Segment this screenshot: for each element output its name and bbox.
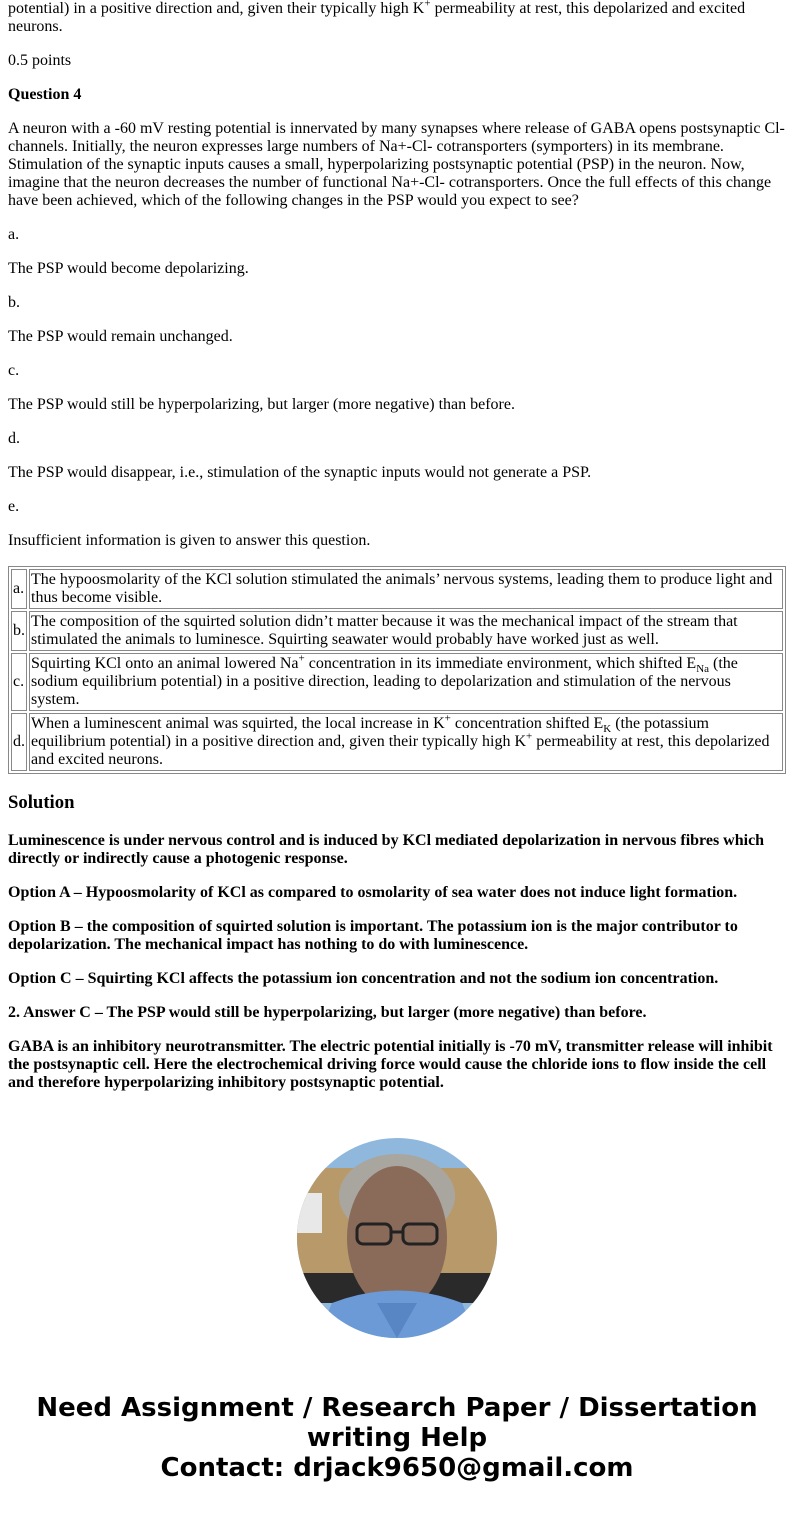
tutor-photo <box>297 1138 497 1338</box>
avatar <box>297 1138 497 1338</box>
question-text: A neuron with a -60 mV resting potential is innervated by many synapses where release of GABA opens postsynaptic Cl- channels. Initially, the neuron expresses large numbers of Na+-Cl- cotransporters (symporters) in its membrane. Stimulation of the synaptic inputs causes a small, hyperpolarizing postsynaptic potential (PSP) in the neuron. Now, imagine that the neuron decreases the number of functional Na+-Cl- cotransporters. Once the full effects of this change have been achieved, which of the following changes in the PSP would you expect to see? <box>8 120 785 209</box>
option-text-a: The PSP would become depolarizing. <box>8 260 249 277</box>
option-text-e: Insufficient information is given to answer this question. <box>8 532 371 549</box>
solution-section <box>8 792 786 1092</box>
option-letter-d: d. <box>8 430 20 447</box>
question-title: Question 4 <box>8 86 82 103</box>
points: 0.5 points <box>8 52 72 69</box>
table-row: b. The composition of the squirted solution didn’t matter because it was the mechanical impact of the stream that stimulated the animals to luminesce. Squirting seawater would probably have worked just as well. <box>11 611 783 651</box>
table-row: c. Squirting KCl onto an animal lowered Na+ concentration in its immediate environment, which shifted $E_{Na}$ (the sodium equilibrium potential) in a positive direction, leading to depolarization and stimulation of the nervous system. <box>11 653 783 711</box>
footer-contact: Need Assignment / Research Paper / Dissertation writing Help Contact: drjack9650@gmail.com <box>36 1393 758 1483</box>
table-row: d. When a luminescent animal was squirted, the local increase in K+ concentration shifted $E_K$ (the potassium equilibrium potential) in a positive direction and, given their typically high K+ permeability at rest, this depolarized and excited neurons. <box>11 713 783 771</box>
intro-text: potential) in a positive direction and, given their typically high K+ permeability at rest, this depolarized and excited neurons. <box>8 0 746 35</box>
option-text-c: The PSP would still be hyperpolarizing, but larger (more negative) than before. <box>8 396 515 413</box>
solution-paragraph: Option C – Squirting KCl affects the potassium ion concentration and not the sodium ion concentration. <box>8 970 719 987</box>
table-row: a. The hypoosmolarity of the KCl solution stimulated the animals’ nervous systems, leading them to produce light and thus become visible. <box>11 569 783 609</box>
option-letter-e: e. <box>8 498 20 515</box>
solution-paragraph: GABA is an inhibitory neurotransmitter. The electric potential initially is -70 mV, transmitter release will inhibit the postsynaptic cell. Here the electrochemical driving force would cause the chloride ions to flow inside the cell and therefore hyperpolarizing inhibitory postsynaptic potential. <box>8 1038 773 1091</box>
solution-heading: Solution <box>8 792 75 813</box>
solution-paragraph: Option B – the composition of squirted solution is important. The potassium ion is the major contributor to depolarization. The mechanical impact has nothing to do with luminescence. <box>8 918 738 953</box>
option-text-d: The PSP would disappear, i.e., stimulation of the synaptic inputs would not generate a PSP. <box>8 464 592 481</box>
solution-paragraph: Option A – Hypoosmolarity of KCl as compared to osmolarity of sea water does not induce light formation. <box>8 884 738 901</box>
answer-table <box>8 566 786 774</box>
option-letter-b: b. <box>8 294 20 311</box>
solution-paragraph: 2. Answer C – The PSP would still be hyperpolarizing, but larger (more negative) than before. <box>8 1004 647 1021</box>
option-letter-c: c. <box>8 362 20 379</box>
option-text-b: The PSP would remain unchanged. <box>8 328 233 345</box>
solution-paragraph: Luminescence is under nervous control and is induced by KCl mediated depolarization in nervous fibres which directly or indirectly cause a photogenic response. <box>8 832 765 867</box>
option-letter-a: a. <box>8 226 20 243</box>
